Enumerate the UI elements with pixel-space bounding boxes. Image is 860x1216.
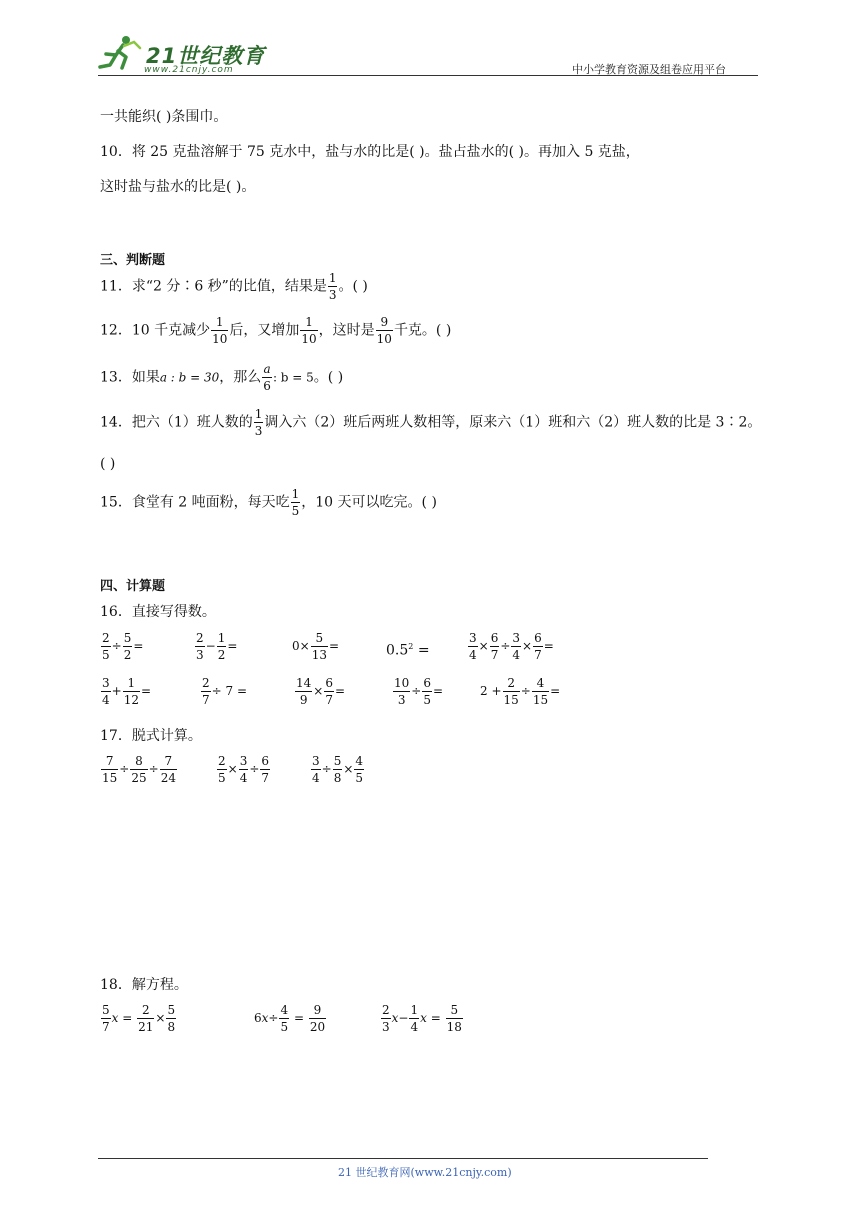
q10-line1: 10．将 25 克盐溶解于 75 克水中，盐与水的比是( )。盐占盐水的( )。再加入 5 克盐，: [100, 144, 640, 160]
logo: [96, 34, 266, 76]
fraction: $\frac{a}{6}$: [263, 362, 271, 393]
fraction: $\frac{1}{5}$: [291, 487, 300, 518]
q16-expr-8: $\frac{14}{9}$ × $\frac{6}{7}$ =: [296, 676, 346, 707]
q11: [100, 272, 368, 301]
q15-pre: 15．食堂有 2 吨面粉，每天吃: [100, 494, 290, 511]
section-calculation-title: 四、计算题: [100, 579, 166, 594]
q16-expr-1: $\frac{2}{5}$ ÷ $\frac{5}{2}$ =: [102, 631, 144, 662]
q17-expr-2: $\frac{2}{5}$ × $\frac{3}{4}$ ÷ $\frac{6}{7}$: [218, 754, 270, 785]
q12-post: 千克。( ): [393, 322, 452, 339]
q13-expr2: : b = 5: [272, 370, 314, 385]
runner-logo-icon: [96, 34, 146, 74]
footer-site-link[interactable]: 21 世纪教育网(www.21cnjy.com): [338, 1166, 512, 1179]
q11-pre: 11．求“2 分∶6 秒”的比值，结果是: [100, 278, 327, 295]
q15: [100, 488, 437, 517]
q16-title: 16．直接写得数。: [100, 604, 216, 620]
q12: [100, 316, 451, 345]
q18-title: 18．解方程。: [100, 977, 188, 993]
q12-mid1: 后，又增加: [229, 322, 300, 339]
q15-post: ，10 天可以吃完。( ): [301, 494, 437, 511]
q9-tail: 一共能织( )条围巾。: [100, 109, 228, 125]
q16-expr-3: 0× $\frac{5}{13}$ =: [292, 631, 340, 662]
q11-post: 。( ): [338, 278, 368, 295]
q18-equation-2: 6x÷ $\frac{4}{5}$ = $\frac{9}{20}$: [254, 1003, 326, 1034]
header-divider: [98, 75, 758, 76]
q12-pre: 12．10 千克减少: [100, 322, 211, 339]
q18-equation-3: $\frac{2}{3}$ x− $\frac{1}{4}$ x = $\frac{5}{18}$: [382, 1003, 462, 1034]
q13-pre: 13．如果: [100, 369, 160, 386]
q13: [100, 363, 343, 392]
q14-post: 调入六（2）班后两班人数相等，原来六（1）班和六（2）班人数的比是 3∶2。: [264, 414, 762, 431]
q14-answer-paren: ( ): [100, 456, 116, 472]
q17-title: 17．脱式计算。: [100, 728, 202, 744]
q13-post: 。( ): [313, 369, 344, 386]
footer-divider: [98, 1158, 708, 1159]
q16-expr-2: $\frac{2}{3}$ − $\frac{1}{2}$ =: [196, 631, 238, 662]
section-judgement-title: 三、判断题: [100, 253, 166, 268]
q12-mid2: ，这时是: [318, 322, 375, 339]
q14: [100, 408, 761, 437]
logo-url: www.21cnjy.com: [144, 65, 234, 75]
q16-expr-4: $0.5^2$ =: [386, 642, 430, 659]
q16-expr-9: $\frac{10}{3}$ ÷ $\frac{6}{5}$ =: [394, 676, 444, 707]
fraction: $\frac{1}{10}$: [301, 315, 317, 346]
q16-expr-10: 2 + $\frac{2}{15}$ ÷ $\frac{4}{15}$ =: [480, 676, 561, 707]
q10-line2: 这时盐与盐水的比是( )。: [100, 179, 256, 195]
q18-equation-1: $\frac{5}{7}$ x = $\frac{2}{21}$ × $\frac{5}{8}$: [102, 1003, 176, 1034]
q16-expr-6: $\frac{3}{4}$ + $\frac{1}{12}$ =: [102, 676, 152, 707]
fraction: $\frac{1}{3}$: [254, 407, 263, 438]
fraction: $\frac{1}{10}$: [212, 315, 228, 346]
header-platform-text: 中小学教育资源及组卷应用平台: [572, 63, 726, 76]
fraction: $\frac{9}{10}$: [376, 315, 392, 346]
logo-text: 21世纪教育: [146, 44, 266, 68]
q16-expr-5: $\frac{3}{4}$ × $\frac{6}{7}$ ÷ $\frac{3}{4}$ × $\frac{6}{7}$ =: [469, 631, 554, 662]
q17-expr-3: $\frac{3}{4}$ ÷ $\frac{5}{8}$ × $\frac{4}{5}$: [312, 754, 364, 785]
fraction: $\frac{1}{3}$: [328, 271, 337, 302]
q14-pre: 14．把六（1）班人数的: [100, 414, 253, 431]
q17-expr-1: $\frac{7}{15}$ ÷ $\frac{8}{25}$ ÷ $\frac{7}{24}$: [102, 754, 176, 785]
q16-expr-7: $\frac{2}{7}$ ÷ 7 =: [202, 676, 248, 707]
q13-expr1: a : b = 30: [159, 370, 220, 385]
q13-mid: ，那么: [219, 369, 262, 386]
